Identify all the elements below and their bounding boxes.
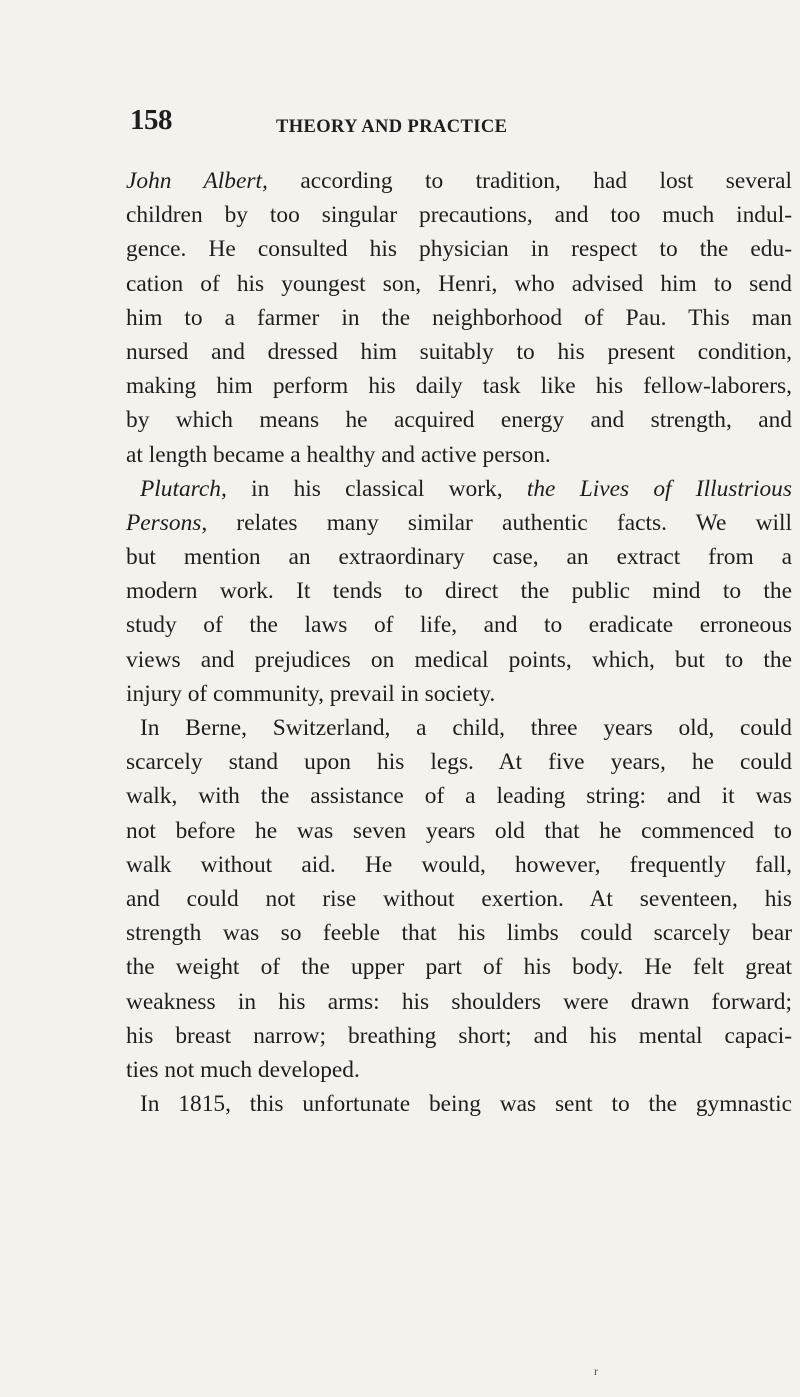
text-segment: him to a farmer in the neighborhood of Pau. This man	[126, 304, 792, 331]
text-segment: ties not much developed.	[126, 1056, 360, 1083]
text-segment: children by too singular precautions, and too much indul-	[126, 202, 792, 229]
text-segment: in his classical work,	[226, 475, 527, 502]
text-segment: views and prejudices on medical points, which, but to the	[126, 646, 792, 673]
text-segment: In 1815, this unfortunate being was sent to the gymnastic	[140, 1091, 792, 1118]
text-segment: by which means he acquired energy and strength, and	[126, 407, 792, 434]
text-line	[126, 1053, 792, 1087]
text-segment: walk without aid. He would, however, frequently fall,	[126, 851, 792, 878]
text-line	[126, 335, 792, 369]
text-line	[126, 814, 792, 848]
text-segment: making him perform his daily task like his fellow-laborers,	[126, 373, 792, 400]
text-line	[126, 1087, 792, 1121]
text-line	[126, 1019, 792, 1053]
body-text	[126, 164, 792, 1121]
text-line	[126, 848, 792, 882]
text-line	[126, 677, 792, 711]
text-segment: In Berne, Switzerland, a child, three years old, could	[140, 715, 792, 741]
text-segment: his breast narrow; breathing short; and his mental capaci-	[126, 1022, 792, 1049]
text-segment: injury of community, prevail in society.	[126, 680, 496, 707]
text-line	[126, 438, 792, 472]
italic-text: the Lives of Illustrious	[526, 475, 792, 502]
text-line	[126, 267, 792, 301]
text-segment: nursed and dressed him suitably to his present condition,	[126, 338, 792, 365]
text-segment: study of the laws of life, and to eradicate erroneous	[126, 612, 792, 639]
text-line	[126, 779, 792, 813]
running-head: THEORY AND PRACTICE	[276, 117, 508, 137]
text-segment: walk, with the assistance of a leading string: and it was	[126, 783, 792, 810]
italic-text: Persons,	[126, 509, 208, 536]
text-segment: but mention an extraordinary case, an extract from a	[126, 544, 792, 571]
text-line	[126, 882, 792, 916]
text-line	[126, 506, 792, 540]
text-segment: strength was so feeble that his limbs could scarcely bear	[126, 920, 792, 947]
text-line	[126, 540, 792, 574]
italic-text: Plutarch,	[140, 475, 227, 502]
text-segment: at length became a healthy and active person.	[126, 441, 551, 468]
text-line	[126, 403, 792, 437]
text-line	[126, 574, 792, 608]
text-segment: and could not rise without exertion. At seventeen, his	[126, 885, 792, 912]
text-line	[126, 745, 792, 779]
text-line	[126, 472, 792, 506]
text-segment: gence. He consulted his physician in respect to the edu-	[126, 236, 792, 263]
text-line	[126, 369, 792, 403]
stray-mark: r	[594, 1364, 598, 1378]
text-line	[126, 301, 792, 335]
text-segment: the weight of the upper part of his body. He felt great	[126, 954, 792, 981]
text-line	[126, 198, 792, 232]
page-header	[130, 104, 770, 144]
text-segment: according to tradition, had lost several	[267, 168, 792, 194]
italic-text: John Albert,	[126, 168, 268, 194]
text-segment: relates many similar authentic facts. We will	[207, 509, 792, 536]
text-line	[126, 950, 792, 984]
text-line	[126, 643, 792, 677]
text-line	[126, 232, 792, 266]
text-line	[126, 164, 792, 198]
text-segment: scarcely stand upon his legs. At five years, he could	[126, 749, 792, 776]
text-line	[126, 985, 792, 1019]
text-line	[126, 711, 792, 745]
text-line	[126, 916, 792, 950]
page-number: 158	[130, 104, 172, 136]
text-line	[126, 608, 792, 642]
text-segment: cation of his youngest son, Henri, who advised him to send	[126, 270, 792, 297]
text-segment: weakness in his arms: his shoulders were drawn forward;	[126, 988, 792, 1015]
text-segment: modern work. It tends to direct the public mind to the	[126, 578, 792, 605]
text-segment: not before he was seven years old that he commenced to	[126, 817, 792, 844]
